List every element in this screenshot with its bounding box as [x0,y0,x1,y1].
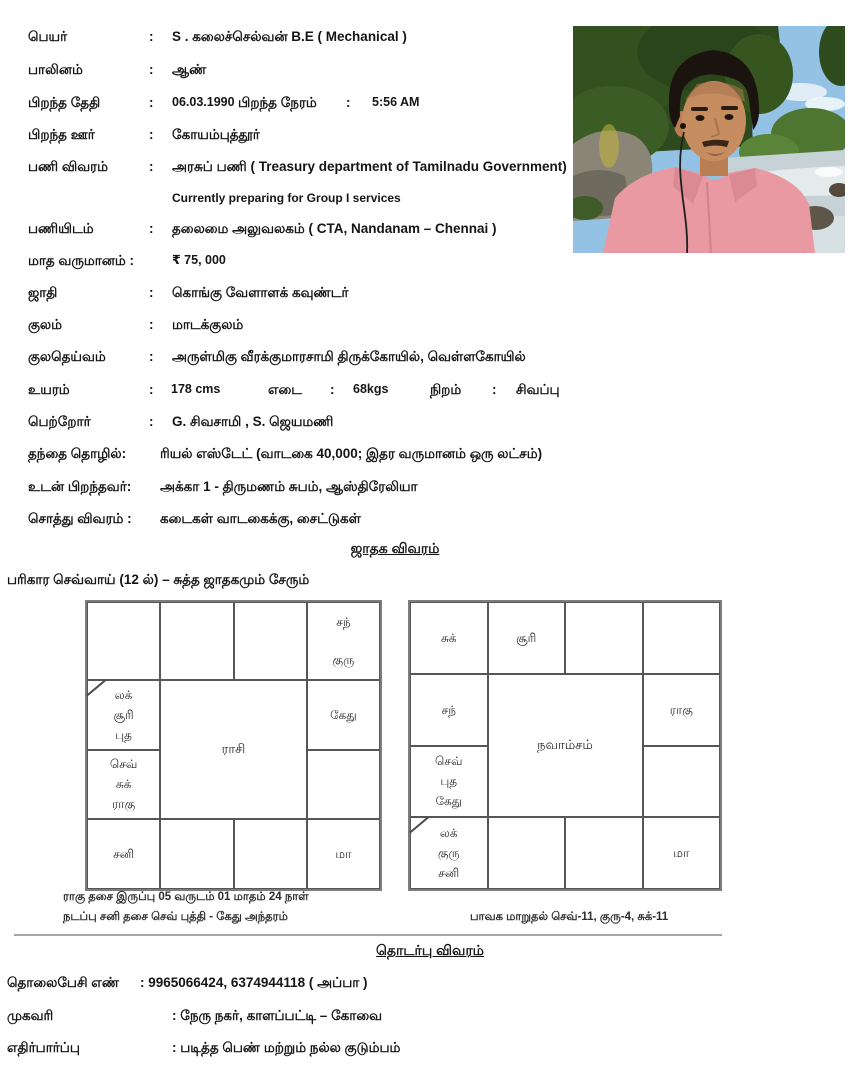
text-run: : படித்த பெண் மற்றும் நல்ல குடும்பம் [172,1040,401,1055]
chart-cell [234,819,307,889]
text-run: 5:56 AM [372,95,420,109]
text-run: பிறந்த ஊர் [28,127,95,142]
planet-label: குரு [332,653,355,667]
planet-label: லக் [439,826,458,841]
planet-label: செவ் [109,757,138,772]
text-run: : [346,95,351,110]
personal-detail-row [0,412,855,432]
chart-cell [87,750,160,820]
text-run: ₹ 75, 000 [172,253,226,267]
text-run: பெற்றோர் [28,414,91,429]
chart-center-label: ராசி [160,680,307,819]
text-run: பிறந்த நேரம் [238,95,317,110]
text-run: பெயர் [28,29,68,44]
chart-cell [643,817,721,889]
text-run: உயரம் [28,382,70,397]
planet-label: சந் [441,702,456,717]
text-run: ரியல் எஸ்டேட் (வாடகை 40,000; இதர வருமானம் ஒரு லட்சம்) [160,446,543,461]
profile-photo [573,26,845,253]
horoscope-heading-text: ஜாதக விவரம் [350,540,440,556]
text-run: அக்கா 1 - திருமணம் சுபம், ஆஸ்திரேலியா [160,479,418,494]
text-run: G. சிவசாமி , S. ஜெயமணி [172,414,334,429]
text-run: மாத வருமானம் : [28,253,135,268]
planet-label: புத [115,727,132,742]
chart-cell [307,680,380,750]
text-run: குலம் [28,317,62,332]
text-run: கொங்கு வேளாளக் கவுண்டர் [172,285,349,300]
chart-cell [307,819,380,889]
section-divider [14,934,722,936]
text-run: : [149,317,154,332]
text-run: Currently preparing for Group I services [172,191,401,205]
chart-cell [160,819,233,889]
parihara-note: பரிகார செவ்வாய் (12 ல்) – சுத்த ஜாதகமும் சேரும் [7,572,310,587]
text-run: 68kgs [353,382,389,396]
personal-detail-row [0,509,855,529]
chart-cell [643,746,721,818]
planet-label: சூரி [113,707,134,722]
chart-cell [307,750,380,820]
chart-cell [234,602,307,680]
planet-label: செவ் [435,754,463,769]
chart-cell [565,602,643,674]
text-run: ஜாதி [28,285,58,300]
text-run: : [330,382,335,397]
chart-cell [410,602,488,674]
personal-detail-row [0,347,855,367]
text-run: நிறம் [430,382,462,397]
text-run: தந்தை தொழில்: [28,446,127,461]
text-run: பாலினம் [28,62,83,77]
text-run: : [492,382,497,397]
contact-detail-row [0,973,855,993]
navamsam-chart [408,600,722,891]
text-run: மாடக்குலம் [172,317,244,332]
contact-detail-row [0,1038,855,1058]
chart-center-label: நவாம்சம் [488,674,643,818]
text-run: அரசுப் பணி ( Treasury department of Tamilnadu Government) [172,159,567,174]
chart-cell [488,602,566,674]
planet-label: குரு [437,846,460,861]
text-run: கடைகள் வாடகைக்கு, சைட்டுகள் [160,511,361,526]
bhava-change-caption: பாவக மாறுதல் செவ்-11, குரு-4, சுக்-11 [470,911,669,923]
text-run: : [149,285,154,300]
text-run: பிறந்த தேதி [28,95,101,110]
text-run: : [149,29,154,44]
text-run: உடன் பிறந்தவர்: [28,479,132,494]
text-run: சொத்து விவரம் : [28,511,132,526]
chart-cell [87,602,160,680]
chart-cell-lagna [87,680,160,750]
chart-cell [410,746,488,818]
text-run: முகவரி [7,1008,54,1023]
text-run: எடை [268,382,303,397]
text-run: கோயம்புத்தூர் [172,127,260,142]
chart-cell-lagna [410,817,488,889]
contact-detail-row [0,1006,855,1026]
chart-cell [488,817,566,889]
text-run: : [149,221,154,236]
text-run: 178 cms [171,382,221,396]
text-run: : [149,414,154,429]
chart-cell [565,817,643,889]
text-run: : [149,127,154,142]
chart-cell [160,602,233,680]
text-run: : நேரு நகர், காளப்பட்டி – கோவை [172,1008,383,1023]
text-run: ஆண் [172,62,207,77]
personal-detail-row [0,251,855,271]
text-run: எதிர்பார்ப்பு [7,1040,80,1055]
personal-detail-row [0,477,855,497]
text-run: : [149,62,154,77]
planet-label: ராகு [112,797,136,812]
text-run: : [149,159,154,174]
planet-label: சுக் [115,777,132,792]
planet-label: கேது [435,794,463,809]
contact-section-heading [0,942,855,961]
planet-label: புத [440,774,458,789]
personal-detail-row [0,444,855,464]
text-run: : [149,349,154,364]
planet-label: மா [335,847,352,862]
planet-label: கேது [330,707,357,722]
planet-label: ராகு [669,702,693,717]
text-run: பணியிடம் [28,221,94,236]
chart-cell [643,674,721,746]
contact-heading-text: தொடர்பு விவரம் [376,942,484,958]
text-run: S . கலைச்செல்வன் B.E ( Mechanical ) [172,29,407,44]
text-run: பணி விவரம் [28,159,108,174]
text-run: அருள்மிகு வீரக்குமாரசாமி திருக்கோயில், வெள்ளகோயில் [172,349,526,364]
planet-label: சனி [113,847,135,862]
chart-cell [410,674,488,746]
text-run: குலதெய்வம் [28,349,106,364]
dasa-balance-caption: ராகு தசை இருப்பு 05 வருடம் 01 மாதம் 24 நாள் [63,891,309,903]
rasi-chart [85,600,382,891]
chart-cell [643,602,721,674]
text-run: தொலைபேசி எண் [7,975,120,990]
text-run: 06.03.1990 [172,95,235,109]
chart-cell [87,819,160,889]
text-run: : 9965066424, 6374944118 ( அப்பா ) [140,975,368,990]
personal-detail-row [0,283,855,303]
planet-label: சுக் [440,630,457,645]
planet-label: லக் [114,687,133,702]
planet-label: சூரி [516,630,537,645]
horoscope-section-heading [0,540,790,559]
planet-label: மா [673,846,690,861]
profile-photo-scene [573,26,845,253]
planet-label: சனி [438,866,460,881]
personal-detail-row [0,315,855,335]
chart-cell [307,602,380,680]
text-run: தலைமை அலுவலகம் ( CTA, Nandanam – Chennai ) [172,221,497,236]
text-run: சிவப்பு [516,382,560,397]
planet-label: சந் [336,615,351,629]
personal-detail-row [0,380,855,400]
text-run: : [149,382,154,397]
text-run: : [149,95,154,110]
current-dasa-caption: நடப்பு சனி தசை செவ் புத்தி - கேது அந்தரம் [63,911,288,923]
